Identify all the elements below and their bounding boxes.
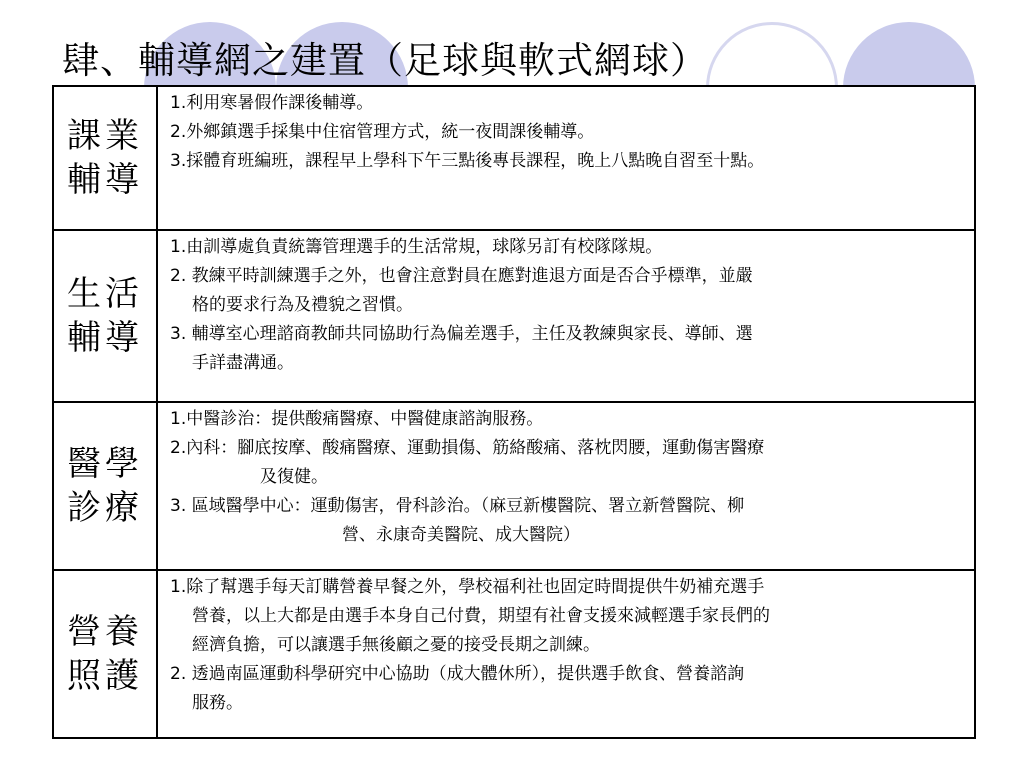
list-item: 2. 教練平時訓練選手之外，也會注意對員在應對進退方面是否合乎標準，並嚴 xyxy=(170,266,753,286)
list-item: 2.內科：腳底按摩、酸痛醫療、運動損傷、筋絡酸痛、落枕閃腰，運動傷害醫療 xyxy=(170,438,765,458)
list-item: 3. 區域醫學中心：運動傷害，骨科診治。（麻豆新樓醫院、署立新營醫院、柳 xyxy=(170,496,745,516)
content-cell-academic xyxy=(157,86,975,230)
category-label: 輔導 xyxy=(67,160,143,200)
category-label: 課業 xyxy=(67,116,143,156)
category-label: 營養 xyxy=(67,612,143,652)
list-item-continuation: 服務。 xyxy=(192,693,243,713)
list-item-continuation: 營、永康奇美醫院、成大醫院） xyxy=(342,525,580,545)
table-row xyxy=(53,230,975,402)
list-item-continuation: 手詳盡溝通。 xyxy=(192,353,294,373)
content-cell-medical xyxy=(157,402,975,570)
list-item: 3. 輔導室心理諮商教師共同協助行為偏差選手，主任及教練與家長、導師、選 xyxy=(170,324,753,344)
category-label: 照護 xyxy=(67,656,143,696)
category-cell-life xyxy=(53,230,157,402)
list-item: 1.除了幫選手每天訂購營養早餐之外，學校福利社也固定時間提供牛奶補充選手 xyxy=(170,577,765,597)
list-item: 1.中醫診治：提供酸痛醫療、中醫健康諮詢服務。 xyxy=(170,409,544,429)
slide-title: 肆、輔導網之建置（足球與軟式網球） xyxy=(62,39,708,82)
category-label: 輔導 xyxy=(67,318,143,358)
list-item: 1.利用寒暑假作課後輔導。 xyxy=(170,93,374,113)
category-label: 生活 xyxy=(67,274,143,314)
category-label: 診療 xyxy=(67,488,143,528)
table-row xyxy=(53,86,975,230)
list-item-continuation: 格的要求行為及禮貌之習慣。 xyxy=(192,295,413,315)
list-item: 1.由訓導處負責統籌管理選手的生活常規，球隊另訂有校隊隊規。 xyxy=(170,237,663,257)
list-item-continuation: 經濟負擔，可以讓選手無後顧之憂的接受長期之訓練。 xyxy=(192,635,600,655)
list-item: 2. 透過南區運動科學研究中心協助（成大體休所），提供選手飲食、營養諮詢 xyxy=(170,664,745,684)
list-item: 3.採體育班編班，課程早上學科下午三點後專長課程，晚上八點晚自習至十點。 xyxy=(170,151,765,171)
content-cell-life xyxy=(157,230,975,402)
table-row xyxy=(53,402,975,570)
category-cell-academic xyxy=(53,86,157,230)
content-cell-nutrition xyxy=(157,570,975,738)
list-item: 2.外鄉鎮選手採集中住宿管理方式，統一夜間課後輔導。 xyxy=(170,122,595,142)
category-cell-medical xyxy=(53,402,157,570)
support-network-table xyxy=(52,85,976,739)
table-row xyxy=(53,570,975,738)
category-cell-nutrition xyxy=(53,570,157,738)
list-item-continuation: 營養，以上大都是由選手本身自己付費，期望有社會支援來減輕選手家長們的 xyxy=(192,606,770,626)
category-label: 醫學 xyxy=(67,444,143,484)
list-item-continuation: 及復健。 xyxy=(260,467,328,487)
